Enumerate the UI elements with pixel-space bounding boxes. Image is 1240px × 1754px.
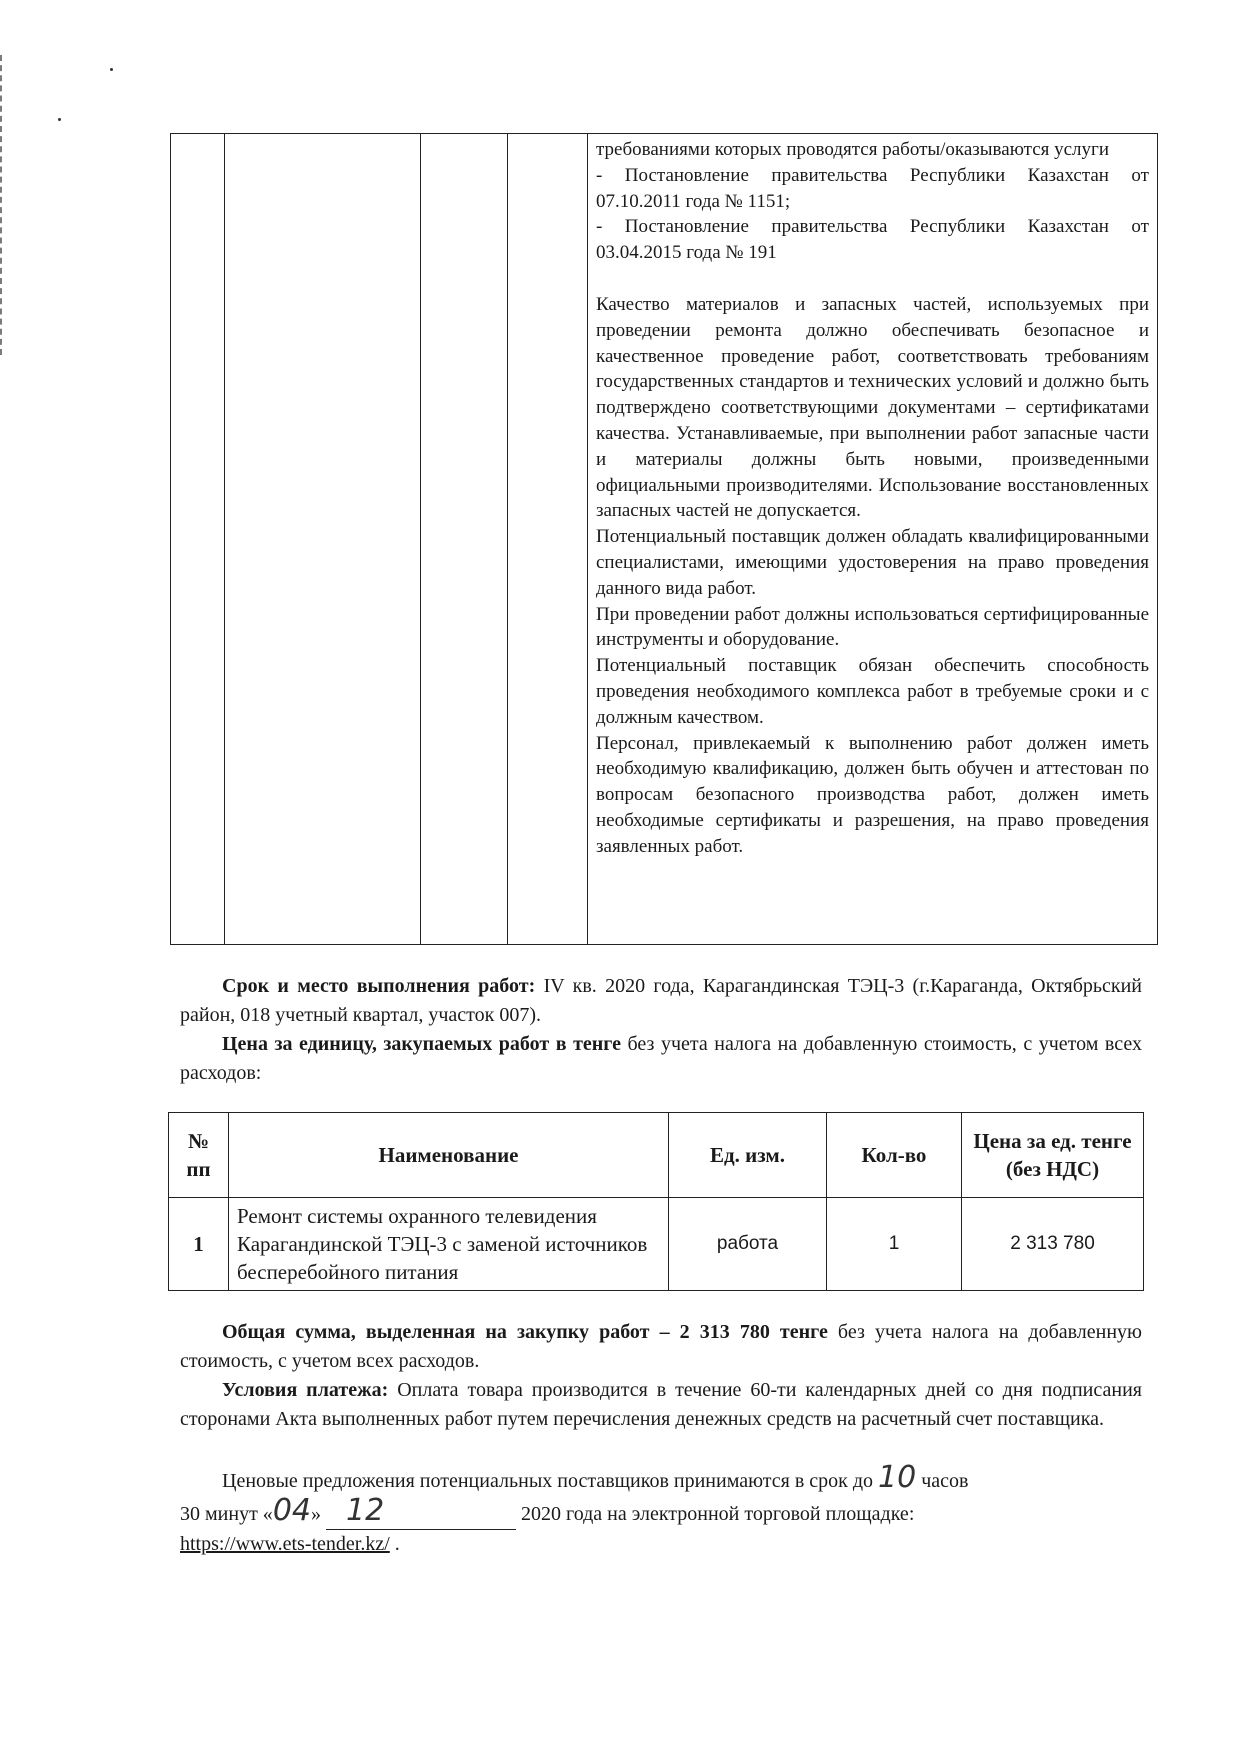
table-header-row xyxy=(169,1113,1144,1198)
deadline-text: » xyxy=(311,1503,326,1525)
personnel-paragraph: Персонал, привлекаемый к выполнению работ должен иметь необходимую квалификацию, должен быть обучен и аттестован по вопросам безопасного производства работ, должен иметь необходимые сертификаты и разрешения, на право проведения заявленных работ. xyxy=(596,732,1149,857)
deadline-paragraph xyxy=(180,1460,1142,1559)
requirements-line: - Постановление правительства Республики Казахстан от 03.04.2015 года № 191 xyxy=(596,216,1149,264)
scan-speck xyxy=(110,68,113,71)
table-cell-empty xyxy=(225,134,421,945)
row-quantity: 1 xyxy=(827,1198,962,1291)
unit-price-text: без учета налога на добавленную стоимость, с учетом всех расходов: xyxy=(180,1033,1142,1084)
tender-link[interactable]: https://www.ets-tender.kz/ xyxy=(180,1533,390,1555)
table-row xyxy=(171,134,1158,945)
total-paragraph xyxy=(180,1318,1142,1376)
table-cell-empty xyxy=(171,134,225,945)
scan-edge-mark xyxy=(0,55,6,355)
payment-text: Оплата товара производится в течение 60-ти календарных дней со дня подписания сторонами Акта выполненных работ путем перечисления денежных средств на расчетный счет поставщика. xyxy=(180,1379,1142,1430)
table-row xyxy=(169,1198,1144,1291)
row-name: Ремонт системы охранного телевидения Карагандинской ТЭЦ-3 с заменой источников бесперебойного питания xyxy=(229,1198,669,1291)
deadline-minutes: 30 xyxy=(180,1503,200,1525)
deadline-text: 2020 года на электронной торговой площадке: xyxy=(516,1503,915,1525)
term-paragraph xyxy=(180,972,1142,1030)
price-table xyxy=(168,1112,1144,1291)
requirements-table xyxy=(170,133,1158,945)
quality-paragraph: Качество материалов и запасных частей, используемых при проведении ремонта должно обеспечивать безопасное и качественное проведение работ, соответствовать требованиям государственных стандартов и технических условий и должно быть подтверждено соответствующими документами – сертификатами качества. Устанавливаемые, при выполнении работ запасные части и материалы должны быть новыми, произведенными официальными производителями. Использование восстановленных запасных частей не допускается. xyxy=(596,293,1149,522)
deadline-text: минут « xyxy=(200,1503,273,1525)
tools-paragraph: При проведении работ должны использоваться сертифицированные инструменты и оборудование. xyxy=(596,603,1149,651)
table-cell-empty xyxy=(421,134,508,945)
deadline-text: . xyxy=(389,1533,400,1555)
payment-paragraph xyxy=(180,1376,1142,1434)
payment-label: Условия платежа: xyxy=(222,1379,389,1401)
term-text: IV кв. 2020 года, Карагандинская ТЭЦ-3 (г.Караганда, Октябрьский район, 018 учетный квартал, участок 007). xyxy=(180,975,1143,1026)
deadline-text: часов xyxy=(916,1470,969,1492)
header-quantity: Кол-во xyxy=(827,1113,962,1198)
header-unit: Ед. изм. xyxy=(669,1113,827,1198)
handwritten-day: 04 xyxy=(272,1493,311,1528)
header-price: Цена за ед. тенге (без НДС) xyxy=(962,1113,1144,1198)
row-price: 2 313 780 xyxy=(962,1198,1144,1291)
unit-price-paragraph xyxy=(180,1030,1142,1088)
header-number: № пп xyxy=(169,1113,229,1198)
total-text: без учета налога на добавленную стоимость, с учетом всех расходов. xyxy=(180,1321,1143,1372)
row-unit: работа xyxy=(669,1198,827,1291)
requirements-line: - Постановление правительства Республики Казахстан от 07.10.2011 года № 1151; xyxy=(596,164,1149,212)
term-label: Срок и место выполнения работ: xyxy=(222,975,536,997)
requirements-line: требованиями которых проводятся работы/оказываются услуги xyxy=(596,139,1109,160)
qualified-paragraph: Потенциальный поставщик должен обладать квалифицированными специалистами, имеющими удостоверения на право проведения данного вида работ. xyxy=(596,526,1149,599)
total-label: Общая сумма, выделенная на закупку работ – 2 313 780 тенге xyxy=(222,1321,828,1343)
header-name: Наименование xyxy=(229,1113,669,1198)
table-cell-empty xyxy=(508,134,588,945)
row-number: 1 xyxy=(169,1198,229,1291)
capacity-paragraph: Потенциальный поставщик обязан обеспечить способность проведения необходимого комплекса работ в требуемые сроки и с должным качеством. xyxy=(596,655,1149,728)
requirements-cell xyxy=(588,134,1158,945)
scan-speck xyxy=(58,118,61,121)
unit-price-label: Цена за единицу, закупаемых работ в тенге xyxy=(222,1033,621,1055)
handwritten-hour: 10 xyxy=(878,1460,917,1495)
handwritten-month: 12 xyxy=(346,1493,385,1528)
deadline-text: Ценовые предложения потенциальных поставщиков принимаются в срок до xyxy=(222,1470,879,1492)
month-blank xyxy=(326,1493,516,1530)
